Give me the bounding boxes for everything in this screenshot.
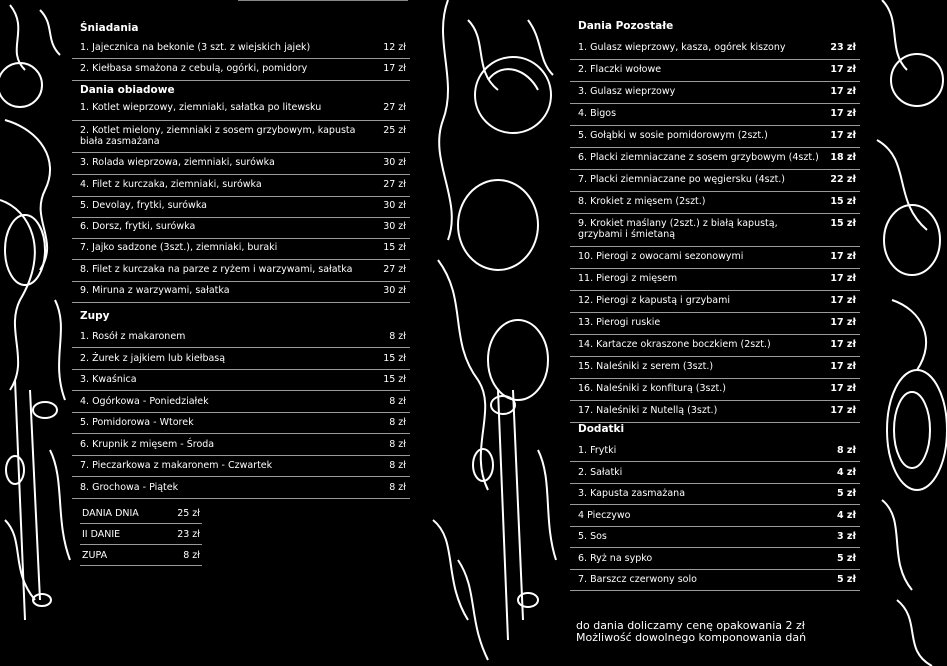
menu-item-price: 17 zł xyxy=(383,63,406,74)
decorative-illustration-right xyxy=(872,0,947,666)
menu-item-price: 17 zł xyxy=(830,361,856,372)
menu-item-name: 11. Pierogi z mięsem xyxy=(578,273,678,284)
daily-special-row xyxy=(80,545,202,566)
menu-item xyxy=(570,357,860,379)
menu-item-name: 3. Rolada wieprzowa, ziemniaki, surówka xyxy=(80,157,275,168)
menu-item-price: 8 zł xyxy=(389,481,406,493)
menu-item-price: 8 zł xyxy=(389,460,406,471)
menu-item-name: 4. Filet z kurczaka, ziemniaki, surówka xyxy=(80,179,262,190)
menu-item-name: 5. Sos xyxy=(578,531,607,542)
menu-item-price: 17 zł xyxy=(830,317,856,328)
menu-item xyxy=(570,506,860,527)
menu-item xyxy=(72,413,410,434)
menu-item-price: 27 zł xyxy=(383,102,406,113)
menu-item xyxy=(72,175,410,197)
menu-item xyxy=(570,104,860,126)
menu-item-name: 9. Miruna z warzywami, sałatka xyxy=(80,285,230,296)
menu-item xyxy=(570,527,860,548)
menu-item xyxy=(570,463,860,484)
daily-special-price: 25 zł xyxy=(177,508,200,519)
decorative-illustration-center xyxy=(428,0,558,666)
menu-item xyxy=(570,549,860,570)
menu-item-price: 30 zł xyxy=(383,157,406,168)
menu-item-name: 4 Pieczywo xyxy=(578,509,631,521)
menu-item xyxy=(72,59,410,81)
menu-item xyxy=(72,281,410,303)
menu-item-price: 5 zł xyxy=(837,574,856,585)
menu-item-name: 6. Placki ziemniaczane z sosem grzybowym (4szt.) xyxy=(578,152,819,163)
menu-item-name: 3. Kwaśnica xyxy=(80,374,137,385)
menu-item xyxy=(72,238,410,260)
menu-item-name: 6. Krupnik z mięsem - Środa xyxy=(80,438,215,450)
menu-item xyxy=(570,484,860,505)
menu-item-name: 1. Frytki xyxy=(578,445,617,456)
menu-item-name: 1. Gulasz wieprzowy, kasza, ogórek kiszony xyxy=(578,42,786,53)
menu-item xyxy=(72,435,410,456)
menu-item-name: 2. Żurek z jajkiem lub kiełbasą xyxy=(80,352,226,364)
menu-item-price: 17 zł xyxy=(830,86,856,97)
menu-item-name: 13. Pierogi ruskie xyxy=(578,317,661,328)
menu-item xyxy=(570,441,860,462)
menu-item xyxy=(72,196,410,218)
menu-item-name: 7. Placki ziemniaczane po węgiersku (4szt.) xyxy=(578,174,786,185)
menu-item xyxy=(570,335,860,357)
menu-item-price: 17 zł xyxy=(830,339,856,350)
menu-item-price: 30 zł xyxy=(383,285,406,296)
menu-item xyxy=(570,170,860,192)
menu-item-price: 30 zł xyxy=(383,200,406,211)
menu-item-name: 2. Flaczki wołowe xyxy=(578,64,662,75)
menu-item xyxy=(72,456,410,477)
menu-item-name: 2. Kiełbasa smażona z cebulą, ogórki, pomidory xyxy=(80,63,308,74)
menu-item-name: 5. Devolay, frytki, surówka xyxy=(80,200,207,211)
menu-item-price: 30 zł xyxy=(383,221,406,232)
section-title-zupy: Zupy xyxy=(80,310,110,322)
menu-item-price: 17 zł xyxy=(830,295,856,306)
menu-item-price: 8 zł xyxy=(389,417,406,428)
menu-item-price: 23 zł xyxy=(830,42,856,53)
menu-item xyxy=(72,349,410,370)
menu-item-price: 17 zł xyxy=(830,405,856,416)
menu-item-price: 15 zł xyxy=(383,242,406,253)
menu-item-price: 22 zł xyxy=(830,174,856,185)
menu-item-name: 16. Naleśniki z konfiturą (3szt.) xyxy=(578,383,726,394)
daily-special-price: 23 zł xyxy=(177,529,200,540)
menu-item-name: 2. Kotlet mielony, ziemniaki z sosem grzybowym, kapusta biała zasmażana xyxy=(80,125,356,147)
menu-item-name: 9. Krokiet maślany (2szt.) z białą kapustą, grzybami i śmietaną xyxy=(578,218,778,240)
menu-item-price: 17 zł xyxy=(830,108,856,119)
menu-item-name: 3. Gulasz wieprzowy xyxy=(578,86,676,97)
menu-item xyxy=(570,379,860,401)
menu-item-price: 17 zł xyxy=(830,251,856,262)
section-title-sniadania: Śniadania xyxy=(80,22,139,34)
menu-item-name: 6. Dorsz, frytki, surówka xyxy=(80,221,196,232)
menu-item xyxy=(570,291,860,313)
menu-item-name: 17. Naleśniki z Nutellą (3szt.) xyxy=(578,405,718,416)
menu-item-price: 4 zł xyxy=(837,466,856,478)
menu-item-price: 5 zł xyxy=(837,488,856,499)
menu-item-name: 7. Jajko sadzone (3szt.), ziemniaki, buraki xyxy=(80,242,278,253)
menu-item-name: 3. Kapusta zasmażana xyxy=(578,488,686,499)
menu-item xyxy=(570,126,860,148)
menu-item-price: 5 zł xyxy=(837,552,856,564)
menu-item-price: 3 zł xyxy=(837,531,856,542)
menu-item xyxy=(570,570,860,591)
menu-item-name: 1. Jajecznica na bekonie (3 szt. z wiejskich jajek) xyxy=(80,42,311,53)
menu-item-name: 8. Grochowa - Piątek xyxy=(80,481,179,493)
packaging-note: do dania doliczamy cenę opakowania 2 zł xyxy=(576,619,805,632)
section-title-dodatki: Dodatki xyxy=(578,423,625,435)
menu-item xyxy=(72,38,410,59)
menu-item xyxy=(570,192,860,214)
daily-special-name: II DANIE xyxy=(82,529,121,540)
menu-item xyxy=(72,392,410,413)
menu-item xyxy=(570,82,860,104)
menu-item-name: 14. Kartacze okraszone boczkiem (2szt.) xyxy=(578,339,771,350)
menu-item-name: 1. Rosół z makaronem xyxy=(80,331,186,342)
menu-item xyxy=(72,153,410,175)
menu-item-price: 27 zł xyxy=(383,264,406,275)
menu-item-price: 17 zł xyxy=(830,64,856,75)
menu-item-price: 8 zł xyxy=(837,445,856,456)
menu-item xyxy=(570,38,860,60)
daily-special-name: DANIA DNIA xyxy=(82,508,139,519)
footer-note xyxy=(576,620,806,644)
menu-item-name: 5. Gołąbki w sosie pomidorowym (2szt.) xyxy=(578,130,768,141)
daily-special-name: ZUPA xyxy=(82,550,108,561)
menu-item-name: 15. Naleśniki z serem (3szt.) xyxy=(578,361,714,372)
menu-item-price: 8 zł xyxy=(389,438,406,450)
menu-item-price: 25 zł xyxy=(383,125,406,136)
section-title-dania-obiadowe: Dania obiadowe xyxy=(80,84,175,96)
custom-composition-note: Możliwość dowolnego komponowania dań xyxy=(576,631,807,644)
daily-special-price: 8 zł xyxy=(183,550,200,561)
menu-item xyxy=(570,269,860,291)
menu-item-name: 8. Krokiet z mięsem (2szt.) xyxy=(578,196,706,207)
menu-item-price: 17 zł xyxy=(830,273,856,284)
menu-item xyxy=(72,478,410,499)
daily-special-row xyxy=(80,524,202,545)
menu-item-name: 12. Pierogi z kapustą i grzybami xyxy=(578,295,731,306)
menu-item-price: 8 zł xyxy=(389,331,406,342)
menu-item-price: 4 zł xyxy=(837,509,856,521)
menu-item-name: 6. Ryż na sypko xyxy=(578,552,653,564)
menu-item-price: 15 zł xyxy=(830,196,856,207)
menu-item-price: 27 zł xyxy=(383,179,406,190)
menu-item-name: 5. Pomidorowa - Wtorek xyxy=(80,417,194,428)
daily-special-row xyxy=(80,503,202,524)
menu-item-price: 12 zł xyxy=(383,42,406,53)
divider-line xyxy=(238,0,408,1)
menu-item xyxy=(72,260,410,282)
menu-item-name: 7. Pieczarkowa z makaronem - Czwartek xyxy=(80,460,273,471)
menu-item xyxy=(570,60,860,82)
menu-item-price: 15 zł xyxy=(383,374,406,385)
menu-item-name: 2. Sałatki xyxy=(578,466,623,478)
menu-item-name: 7. Barszcz czerwony solo xyxy=(578,574,697,585)
menu-item-price: 17 zł xyxy=(830,130,856,141)
menu-item-price: 18 zł xyxy=(830,152,856,163)
menu-item xyxy=(570,148,860,170)
menu-item-name: 4. Ogórkowa - Poniedziałek xyxy=(80,395,209,407)
menu-item xyxy=(72,327,410,348)
menu-item-price: 8 zł xyxy=(389,395,406,407)
menu-item xyxy=(570,401,860,423)
menu-item-price: 17 zł xyxy=(830,383,856,394)
menu-item-price: 15 zł xyxy=(383,352,406,364)
menu-item xyxy=(570,247,860,269)
menu-item xyxy=(72,370,410,391)
menu-item xyxy=(72,217,410,239)
menu-item xyxy=(570,214,860,247)
menu-item-price: 15 zł xyxy=(830,218,856,229)
menu-item-name: 8. Filet z kurczaka na parze z ryżem i warzywami, sałatka xyxy=(80,264,353,275)
menu-item-name: 10. Pierogi z owocami sezonowymi xyxy=(578,251,744,262)
menu-item-name: 4. Bigos xyxy=(578,108,617,119)
menu-item xyxy=(72,98,410,121)
menu-item xyxy=(72,121,410,153)
section-title-dania-pozostale: Dania Pozostałe xyxy=(578,20,674,32)
menu-item xyxy=(570,313,860,335)
decorative-illustration-left xyxy=(0,0,72,666)
menu-item-name: 1. Kotlet wieprzowy, ziemniaki, sałatka po litewsku xyxy=(80,102,322,113)
